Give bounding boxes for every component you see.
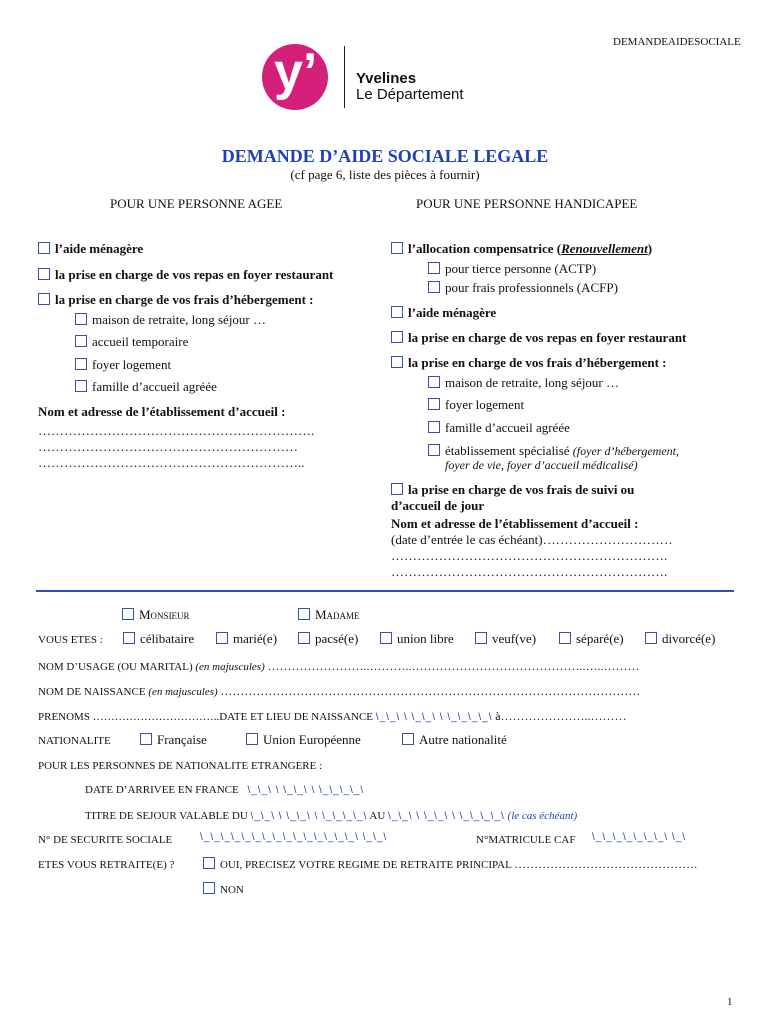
right-etablissement-label: Nom et adresse de l’établissement d’accueil : — [391, 516, 639, 531]
right-option-allocation[interactable] — [391, 241, 652, 257]
label: Autre nationalité — [419, 732, 507, 747]
checkbox[interactable] — [140, 733, 152, 745]
checkbox[interactable] — [75, 358, 87, 370]
status-separe[interactable] — [559, 631, 624, 647]
nom-usage-field[interactable]: ……………………..………..……………………………………..…..……… — [267, 659, 640, 673]
checkbox[interactable] — [203, 857, 215, 869]
nom-naissance-field[interactable]: …………………………………………………………………………………………… — [220, 684, 641, 698]
checkbox[interactable] — [75, 335, 87, 347]
label: famille d’accueil agréée — [445, 420, 570, 435]
label: union libre — [397, 631, 454, 646]
right-sub-etablissement-detail: foyer de vie, foyer d’accueil médicalisé) — [445, 458, 638, 472]
label: la prise en charge de vos frais d’hébergement : — [55, 292, 314, 307]
logo-subtitle: Le Département — [356, 86, 464, 103]
retraite-label: ETES VOUS RETRAITE(E) ? — [38, 859, 175, 871]
status-celibataire[interactable] — [123, 631, 194, 647]
checkbox[interactable] — [402, 733, 414, 745]
retraite-non[interactable] — [203, 882, 244, 896]
label: célibataire — [140, 631, 195, 646]
left-sub-accueil-temporaire[interactable] — [75, 334, 188, 350]
checkbox[interactable] — [298, 608, 310, 620]
label: la prise en charge de vos repas en foyer restaurant — [55, 267, 334, 282]
status-pacse[interactable] — [298, 631, 358, 647]
heading-personne-agee: POUR UNE PERSONNE AGEE — [110, 196, 283, 211]
label: Madame — [315, 607, 360, 622]
label: l’aide ménagère — [55, 241, 144, 256]
label: veuf(ve) — [492, 631, 537, 646]
label: pacsé(e) — [315, 631, 359, 646]
logo-divider — [344, 46, 345, 108]
checkbox[interactable] — [380, 632, 392, 644]
checkbox[interactable] — [246, 733, 258, 745]
checkbox[interactable] — [38, 242, 50, 254]
date-arrivee-field[interactable]: \_\_\ \ \_\_\ \ \_\_\_\_\ — [247, 785, 365, 796]
checkbox[interactable] — [391, 356, 403, 368]
checkbox[interactable] — [122, 608, 134, 620]
label: famille d’accueil agréée — [92, 379, 217, 394]
label: Monsieur — [139, 607, 190, 622]
caf-field[interactable]: \_\_\_\_\_\_\_\ \_\ — [592, 832, 687, 843]
right-sub-foyer-logement[interactable] — [428, 397, 524, 413]
label: accueil temporaire — [92, 334, 189, 349]
page-subtitle: (cf page 6, liste des pièces à fournir) — [290, 167, 480, 182]
logo-name: Yvelines — [356, 70, 417, 87]
checkbox[interactable] — [428, 281, 440, 293]
right-option-aide-menagere[interactable] — [391, 305, 496, 321]
nom-naissance-row[interactable] — [38, 684, 640, 699]
checkbox[interactable] — [475, 632, 487, 644]
titre-au-field[interactable]: \_\_\ \ \_\_\ \ \_\_\_\_\ — [388, 811, 505, 822]
label: Union Européenne — [263, 732, 361, 747]
label: établissement spécialisé — [445, 443, 570, 458]
label: la prise en charge de vos frais d’hébergement : — [408, 355, 667, 370]
checkbox[interactable] — [428, 376, 440, 388]
checkbox[interactable] — [123, 632, 135, 644]
date-arrivee-label: DATE D’ARRIVEE EN FRANCE — [85, 784, 239, 796]
left-sub-foyer-logement[interactable] — [75, 357, 171, 373]
right-option-hebergement[interactable] — [391, 355, 667, 371]
left-etablissement-line-3[interactable]: …………………………………………………….. — [38, 455, 305, 470]
status-veuf[interactable] — [475, 631, 536, 647]
checkbox[interactable] — [428, 262, 440, 274]
nationality-francaise[interactable] — [140, 732, 207, 748]
checkbox[interactable] — [428, 398, 440, 410]
right-option-suivi-line-2: d’accueil de jour — [391, 498, 485, 513]
right-option-suivi[interactable] — [391, 482, 634, 498]
section-divider — [36, 590, 734, 592]
status-union-libre[interactable] — [380, 631, 454, 647]
checkbox[interactable] — [559, 632, 571, 644]
civility-madame[interactable] — [298, 607, 360, 623]
vous-etes-label: VOUS ETES : — [38, 634, 103, 646]
label-detail: (foyer d’hébergement, — [572, 444, 679, 458]
left-option-aide-menagere[interactable] — [38, 241, 143, 257]
left-sub-famille-accueil[interactable] — [75, 379, 217, 395]
left-sub-maison-retraite[interactable] — [75, 312, 266, 328]
heading-personne-handicapee: POUR UNE PERSONNE HANDICAPEE — [416, 196, 638, 211]
checkbox[interactable] — [391, 306, 403, 318]
prenoms-label: PRENOMS ……………………………..DATE ET LIEU DE NAISSANCE — [38, 711, 373, 723]
prenoms-row[interactable] — [38, 709, 627, 724]
label: la prise en charge de vos frais de suivi ou — [408, 482, 635, 497]
right-sub-acfp[interactable] — [428, 280, 618, 296]
secu-field[interactable]: \_\_\_\_\_\_\_\_\_\_\_\_\_\_\_\ \_\_\ — [200, 832, 388, 843]
etrangers-label: POUR LES PERSONNES DE NATIONALITE ETRANGERE : — [38, 760, 323, 772]
label: maison de retraite, long séjour … — [92, 312, 267, 327]
titre-du-field[interactable]: \_\_\ \ \_\_\ \ \_\_\_\_\ — [250, 811, 368, 822]
checkbox[interactable] — [391, 242, 403, 254]
birth-date-field[interactable]: \_\_\ \ \_\_\ \ \_\_\_\_\ — [375, 712, 493, 723]
secu-label: N° DE SECURITE SOCIALE — [38, 834, 173, 846]
regime-field[interactable]: ………………………………………. — [514, 857, 698, 871]
nom-usage-label: NOM D’USAGE (OU MARITAL) — [38, 661, 193, 673]
checkbox[interactable] — [391, 483, 403, 495]
status-divorce[interactable] — [645, 631, 715, 647]
right-option-repas[interactable] — [391, 330, 686, 346]
label: foyer logement — [445, 397, 525, 412]
nom-naissance-hint: (en majuscules) — [148, 686, 218, 698]
label: la prise en charge de vos repas en foyer restaurant — [408, 330, 687, 345]
titre-hint: (le cas échéant) — [507, 810, 578, 822]
nom-naissance-label: NOM DE NAISSANCE — [38, 686, 146, 698]
nom-usage-row[interactable] — [38, 659, 639, 674]
checkbox[interactable] — [75, 380, 87, 392]
birth-place-field[interactable]: à…………………..……… — [495, 709, 627, 723]
label-end: ) — [647, 241, 653, 256]
label: l’aide ménagère — [408, 305, 497, 320]
nationality-autre[interactable] — [402, 732, 507, 748]
page-number: 1 — [727, 996, 733, 1008]
titre-du-label: DU — [231, 810, 248, 822]
right-etablissement-line-2[interactable]: ………………………………………………………. — [391, 564, 668, 579]
checkbox[interactable] — [75, 313, 87, 325]
label: OUI, PRECISEZ VOTRE REGIME DE RETRAITE PRINCIPAL — [220, 859, 512, 871]
page-title: DEMANDE D’AIDE SOCIALE LEGALE — [221, 146, 549, 166]
right-sub-etablissement-specialise[interactable] — [428, 443, 679, 459]
label: séparé(e) — [576, 631, 624, 646]
nationality-ue[interactable] — [246, 732, 361, 748]
label: l’allocation compensatrice ( — [408, 241, 562, 256]
checkbox[interactable] — [38, 293, 50, 305]
right-sub-maison-retraite[interactable] — [428, 375, 619, 391]
checkbox[interactable] — [645, 632, 657, 644]
label: divorcé(e) — [662, 631, 716, 646]
nationalite-label: NATIONALITE — [38, 735, 111, 747]
label: pour frais professionnels (ACFP) — [445, 280, 618, 295]
renouvellement-label: Renouvellement — [561, 241, 648, 256]
label: pour tierce personne (ACTP) — [445, 261, 597, 276]
checkbox[interactable] — [38, 268, 50, 280]
label: marié(e) — [233, 631, 278, 646]
left-option-repas[interactable] — [38, 267, 333, 283]
right-etablissement-line-1[interactable]: ………………………………………………………. — [391, 548, 668, 563]
checkbox[interactable] — [428, 444, 440, 456]
right-date-entree[interactable]: (date d’entrée le cas échéant)………………………… — [391, 532, 673, 547]
left-option-hebergement[interactable] — [38, 292, 314, 308]
left-etablissement-line-2[interactable]: …………………………………………………… — [38, 439, 298, 454]
form-code: DEMANDEAIDESOCIALE — [613, 36, 741, 48]
right-sub-actp[interactable] — [428, 261, 596, 277]
checkbox[interactable] — [428, 421, 440, 433]
checkbox[interactable] — [216, 632, 228, 644]
checkbox[interactable] — [203, 882, 215, 894]
right-sub-famille-accueil[interactable] — [428, 420, 570, 436]
nom-usage-hint: (en majuscules) — [195, 661, 265, 673]
caf-label: N°MATRICULE CAF — [476, 834, 576, 846]
checkbox[interactable] — [391, 331, 403, 343]
retraite-oui[interactable] — [203, 857, 697, 872]
status-marie[interactable] — [216, 631, 277, 647]
civility-monsieur[interactable] — [122, 607, 190, 623]
yvelines-logo-icon — [262, 44, 328, 110]
date-arrivee-row[interactable] — [85, 784, 364, 796]
logo-letter: y’ — [274, 43, 318, 101]
label: foyer logement — [92, 357, 172, 372]
titre-au-label: AU — [369, 810, 386, 822]
titre-sejour-label: TITRE DE SEJOUR VALABLE — [85, 810, 230, 822]
left-etablissement-label: Nom et adresse de l’établissement d’accueil : — [38, 404, 286, 419]
label: maison de retraite, long séjour … — [445, 375, 620, 390]
left-etablissement-line-1[interactable]: ………………………………………………………. — [38, 423, 315, 438]
titre-sejour-row[interactable] — [85, 810, 577, 822]
label: NON — [220, 884, 244, 896]
checkbox[interactable] — [298, 632, 310, 644]
label: Française — [157, 732, 207, 747]
